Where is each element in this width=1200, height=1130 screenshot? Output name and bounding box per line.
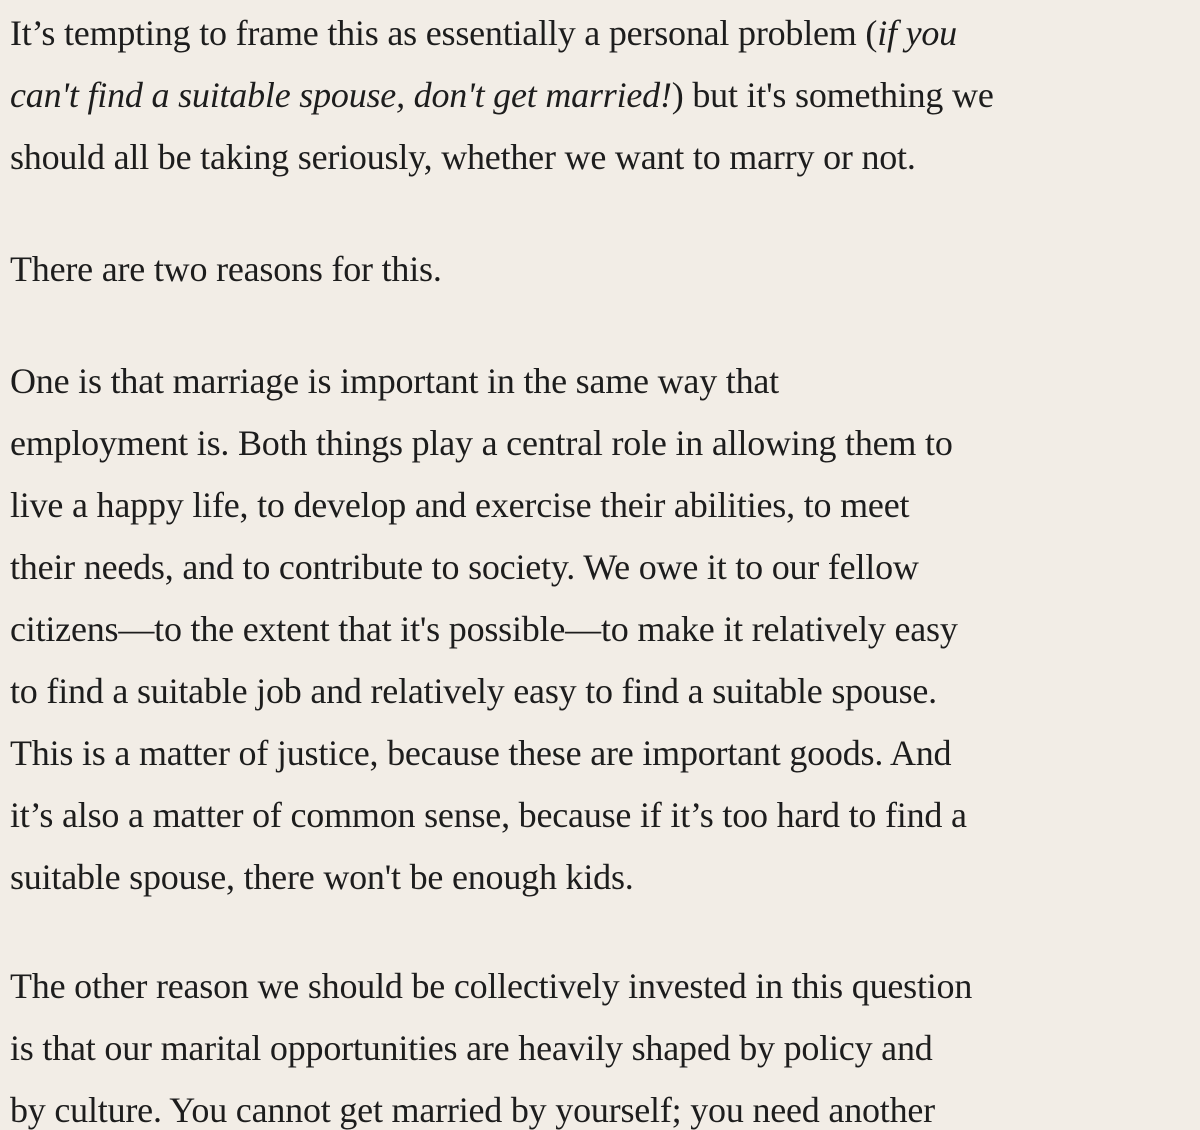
paragraph-two-reasons: There are two reasons for this. (10, 249, 442, 289)
paragraph-second-reason: The other reason we should be collectively invested in this question is that our marital opportunities are heavily shaped by policy and by culture. You cannot get married by yourself; you need another (10, 966, 973, 1130)
paragraph-personal-problem-start: It’s tempting to frame this as essentially a personal problem ( (10, 13, 878, 53)
paragraph-personal-problem (10, 2, 1200, 188)
paragraph-first-reason: One is that marriage is important in the same way that employment is. Both things play a central role in allowing them to live a happy life, to develop and exercise their abilities, to meet their needs, and to contribute to society. We owe it to our fellow citizens—to the extent that it's possible—to make it relatively easy to find a suitable job and relatively easy to find a suitable spouse. This is a matter of justice, because these are important goods. And it’s also a matter of common sense, because if it’s too hard to find a suitable spouse, there won't be enough kids. (10, 361, 967, 897)
paragraph-personal-problem-end: ) but it's something we should all be taking seriously, whether we want to marry or not. (10, 75, 994, 177)
italic-aside: if you can't find a suitable spouse, don't get married! (10, 13, 957, 115)
